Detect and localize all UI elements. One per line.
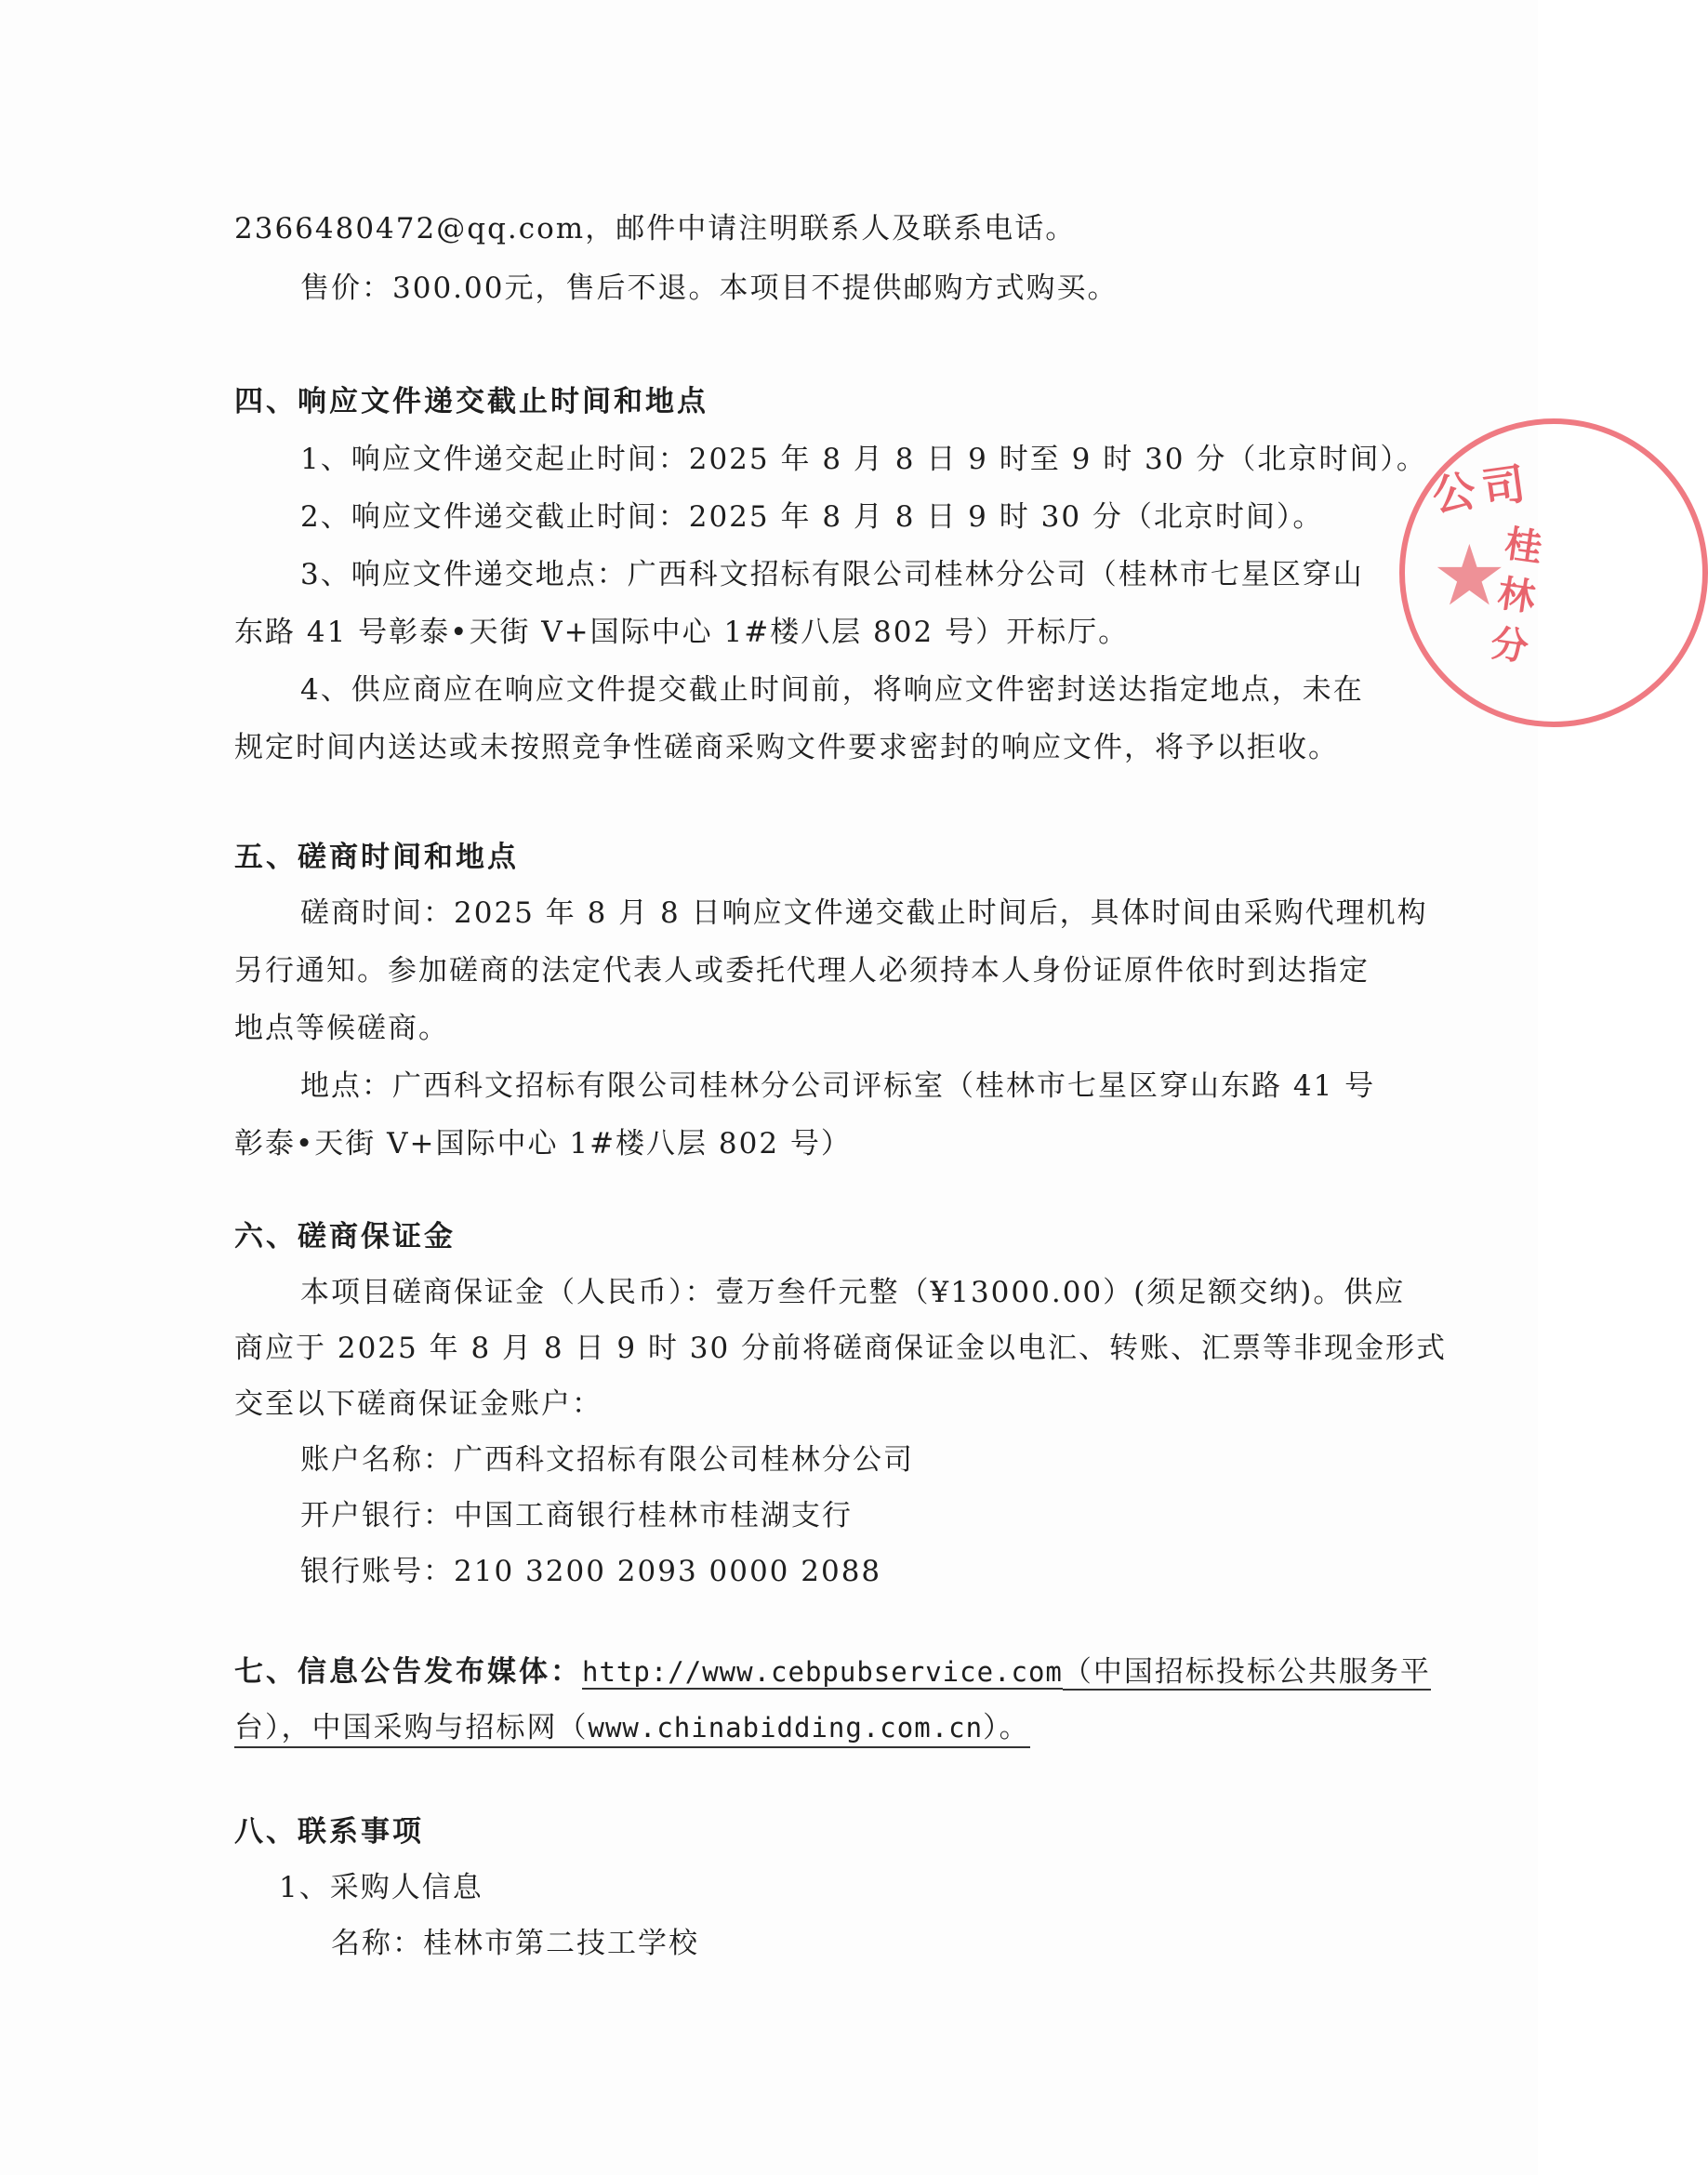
continuation-line-1: 2366480472@qq.com，邮件中请注明联系人及联系电话。 [234, 212, 1077, 245]
section6-para-line-2: 商应于 2025 年 8 月 8 日 9 时 30 分前将磋商保证金以电汇、转账、汇票等非现金形式 [234, 1332, 1448, 1365]
section4-item-2: 2、响应文件递交截止时间：2025 年 8 月 8 日 9 时 30 分（北京时间）。 [300, 500, 1324, 534]
bank-name: 开户银行：中国工商银行桂林市桂湖支行 [300, 1499, 853, 1532]
continuation-line-2: 售价：300.00元，售后不退。本项目不提供邮购方式购买。 [300, 272, 1119, 305]
section7-line-1 [234, 1653, 1431, 1691]
section5-time-line-3: 地点等候磋商。 [234, 1012, 449, 1045]
section4-item-1: 1、响应文件递交起止时间：2025 年 8 月 8 日 9 时至 9 时 30 分（北京时间）。 [300, 443, 1427, 476]
cebpubservice-note: （中国招标投标公共服务平 [1062, 1655, 1431, 1689]
cebpubservice-link[interactable]: http://www.cebpubservice.com [582, 1656, 1063, 1688]
section5-place-line-2: 彰泰•天街 V+国际中心 1#楼八层 802 号） [234, 1127, 852, 1160]
section4-item-4-line-1: 4、供应商应在响应文件提交截止时间前，将响应文件密封送达指定地点，未在 [300, 673, 1364, 707]
section6-para-line-3: 交至以下磋商保证金账户： [234, 1387, 602, 1421]
section6-para-line-1: 本项目磋商保证金（人民币）：壹万叁仟元整（¥13000.00）(须足额交纳)。供应 [300, 1276, 1406, 1309]
account-number: 银行账号：210 3200 2093 0000 2088 [300, 1555, 882, 1588]
section4-item-3-line-2: 东路 41 号彰泰•天街 V+国际中心 1#楼八层 802 号）开标厅。 [234, 616, 1130, 649]
section4-item-3-line-1: 3、响应文件递交地点：广西科文招标有限公司桂林分公司（桂林市七星区穿山 [300, 558, 1364, 591]
chinabidding-link[interactable]: www.chinabidding.com.cn [588, 1712, 984, 1744]
section8-item-1: 1、采购人信息 [279, 1871, 483, 1904]
section8-heading: 八、联系事项 [234, 1815, 424, 1849]
section5-heading: 五、磋商时间和地点 [234, 841, 519, 874]
section4-item-4-line-2: 规定时间内送达或未按照竞争性磋商采购文件要求密封的响应文件，将予以拒收。 [234, 731, 1339, 764]
section5-place-line-1: 地点：广西科文招标有限公司桂林分公司评标室（桂林市七星区穿山东路 41 号 [300, 1069, 1376, 1103]
section4-heading: 四、响应文件递交截止时间和地点 [234, 385, 708, 418]
seal-text-top: 公司 [1429, 457, 1536, 522]
section7-heading: 七、信息公告发布媒体： [234, 1655, 582, 1689]
section5-time-line-1: 磋商时间：2025 年 8 月 8 日响应文件递交截止时间后，具体时间由采购代理机构 [300, 896, 1428, 930]
seal-star-icon: ★ [1432, 527, 1507, 625]
section6-heading: 六、磋商保证金 [234, 1220, 456, 1253]
account-name: 账户名称：广西科文招标有限公司桂林分公司 [300, 1443, 914, 1477]
section7-line2-end: ）。 [983, 1711, 1030, 1744]
section7-line2-start: 台），中国采购与招标网（ [234, 1711, 589, 1744]
section5-time-line-2: 另行通知。参加磋商的法定代表人或委托代理人必须持本人身份证原件依时到达指定 [234, 954, 1370, 988]
section7-line-2 [234, 1709, 1030, 1748]
purchaser-name: 名称：桂林市第二技工学校 [331, 1927, 699, 1960]
seal-text-side: 桂林分 [1488, 522, 1545, 670]
